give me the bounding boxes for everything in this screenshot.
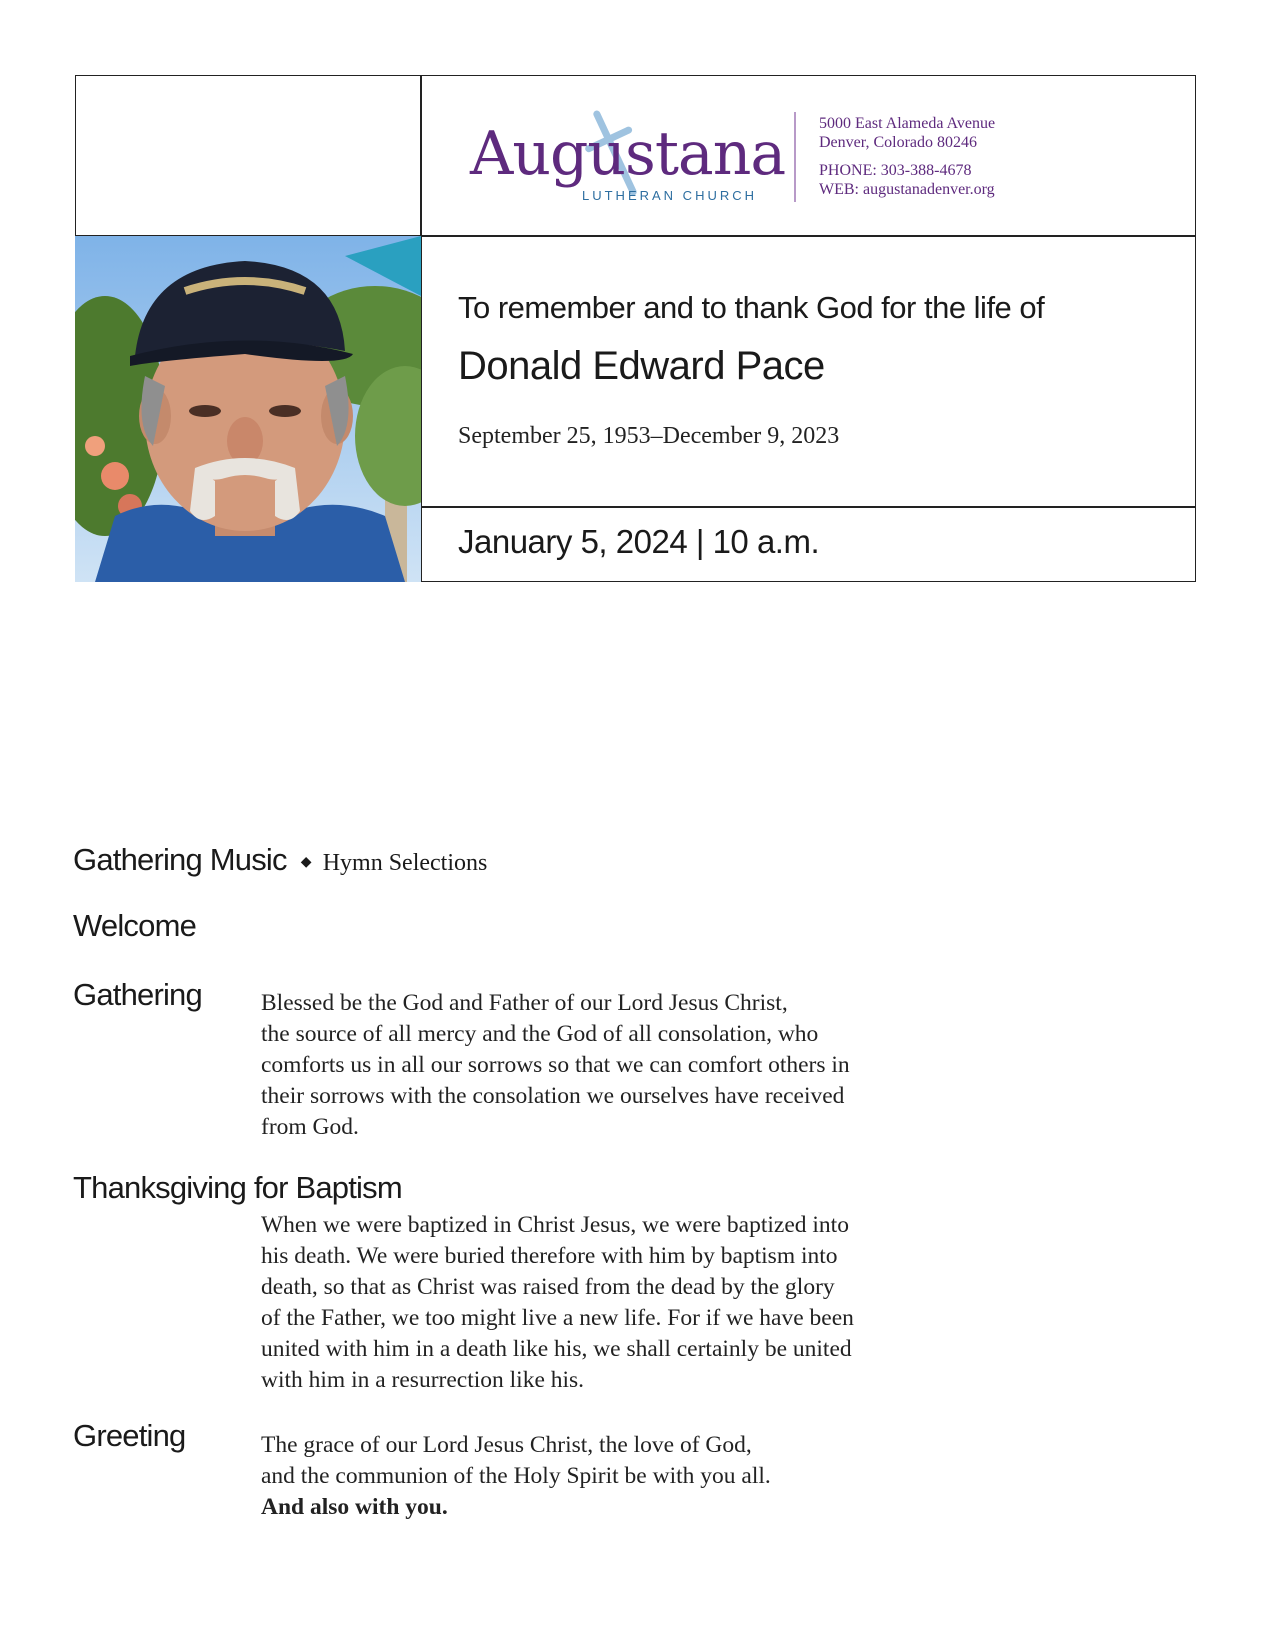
gathering-line: Blessed be the God and Father of our Lord Jesus Christ,	[261, 990, 788, 1016]
phone: PHONE: 303-388-4678	[819, 162, 972, 179]
baptism-line: When we were baptized in Christ Jesus, we were baptized into	[261, 1212, 849, 1238]
baptism-text	[261, 1210, 854, 1396]
gathering-music-title: Gathering Music	[73, 842, 287, 877]
gathering-music-detail: Hymn Selections	[322, 850, 488, 876]
church-contact	[819, 114, 995, 199]
memorial-intro: To remember and to thank God for the life of	[458, 290, 1045, 325]
logo-divider	[794, 112, 796, 202]
baptism-line: his death. We were buried therefore with him by baptism into	[261, 1243, 838, 1269]
diamond-icon: ◆	[300, 853, 311, 870]
portrait-photo	[75, 236, 421, 582]
greeting-heading: Greeting	[73, 1418, 186, 1453]
baptism-line: united with him in a death like his, we shall certainly be united	[261, 1336, 852, 1362]
life-dates: September 25, 1953–December 9, 2023	[458, 423, 840, 449]
church-name: Augustana	[470, 119, 786, 189]
header-divider-bottom	[421, 506, 1196, 508]
portrait-illustration	[75, 236, 421, 582]
greeting-response: And also with you.	[261, 1494, 448, 1520]
service-datetime: January 5, 2024 | 10 a.m.	[458, 523, 820, 560]
baptism-line: with him in a resurrection like his.	[261, 1367, 585, 1393]
gathering-line: their sorrows with the consolation we ourselves have received	[261, 1083, 845, 1109]
address-line2: Denver, Colorado 80246	[819, 134, 977, 151]
deceased-name: Donald Edward Pace	[458, 344, 825, 388]
baptism-line: of the Father, we too might live a new life. For if we have been	[261, 1305, 854, 1331]
welcome-heading: Welcome	[73, 908, 197, 943]
gathering-line: the source of all mercy and the God of all consolation, who	[261, 1021, 819, 1047]
greeting-line: and the communion of the Holy Spirit be with you all.	[261, 1463, 771, 1489]
church-subtitle: LUTHERAN CHURCH	[582, 188, 758, 203]
gathering-line: from God.	[261, 1114, 359, 1140]
gathering-line: comforts us in all our sorrows so that we can comfort others in	[261, 1052, 850, 1078]
greeting-text	[261, 1430, 771, 1523]
address-line1: 5000 East Alameda Avenue	[819, 115, 996, 132]
greeting-line: The grace of our Lord Jesus Christ, the love of God,	[261, 1432, 752, 1458]
website: WEB: augustanadenver.org	[819, 181, 995, 198]
baptism-heading: Thanksgiving for Baptism	[73, 1170, 402, 1205]
baptism-line: death, so that as Christ was raised from the dead by the glory	[261, 1274, 835, 1300]
gathering-music-heading	[73, 842, 487, 878]
church-logo	[470, 118, 786, 208]
gathering-text	[261, 988, 850, 1143]
gathering-heading: Gathering	[73, 977, 202, 1012]
